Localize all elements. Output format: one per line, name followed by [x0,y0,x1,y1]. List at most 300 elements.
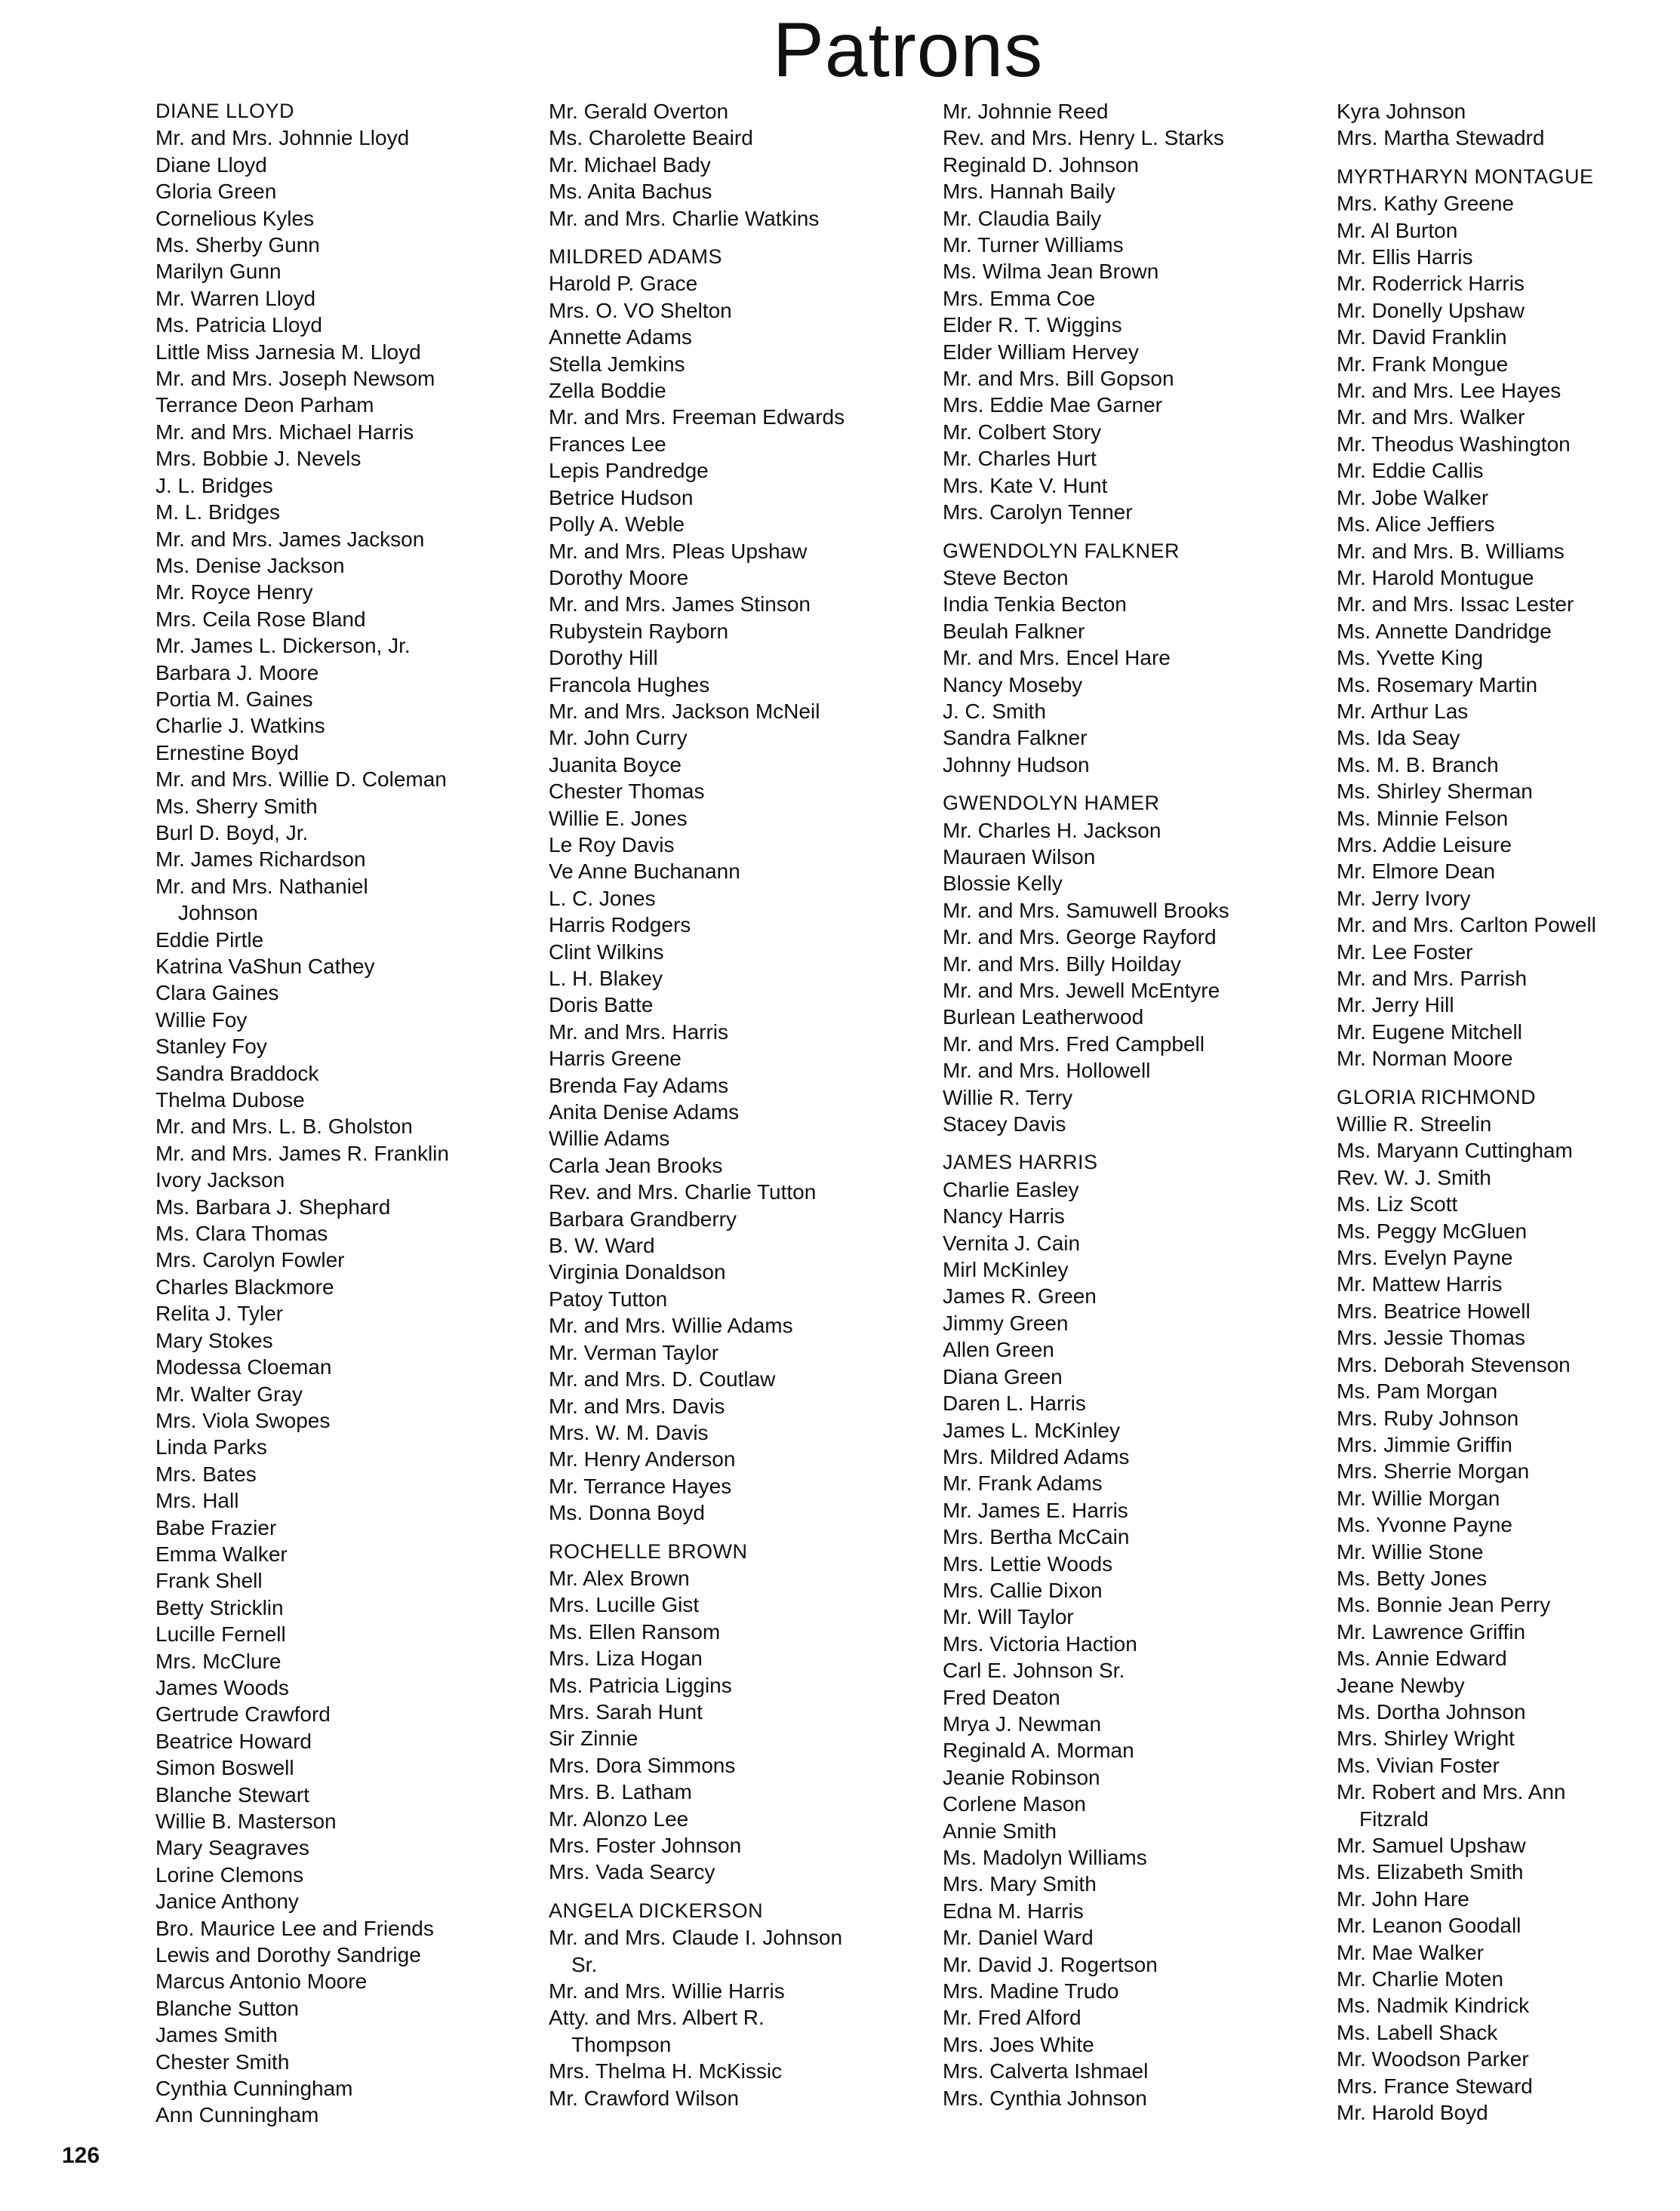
patron-name: Mr. Arthur Las [1337,699,1469,723]
patron-name: Ms. Ellen Ransom [549,1619,721,1644]
patron-name: Carl E. Johnson Sr. [943,1659,1125,1683]
patron-name: M. L. Bridges [155,500,280,524]
patron-name: Mrs. Madine Trudo [943,1979,1119,2003]
patron-name: Ms. Patricia Lloyd [155,313,322,337]
patron-column-4 [1337,98,1680,2126]
patron-name: Mrs. W. M. Davis [549,1420,709,1444]
patron-name: Ms. Betty Jones [1337,1566,1488,1590]
patron-name: Mrs. Vada Searcy [549,1860,715,1884]
patron-name: James Smith [155,2023,278,2047]
patron-name: L. H. Blakey [549,967,663,990]
sponsor-heading: MILDRED ADAMS [549,245,723,269]
patron-name: Blanche Stewart [155,1782,309,1807]
patron-name: Mr. Woodson Parker [1337,2047,1529,2071]
patron-name: Mr. Willie Morgan [1337,1486,1500,1510]
patron-name: Zella Boddie [549,379,666,403]
patron-name: Mr. Henry Anderson [549,1447,736,1471]
patron-name: Ms. Yvonne Payne [1337,1513,1512,1537]
patron-name: Elder William Hervey [943,340,1139,364]
patron-name: Mrs. Lettie Woods [943,1551,1113,1576]
patron-name: Jeanie Robinson [943,1765,1100,1789]
patron-name: Mr. Harold Boyd [1337,2101,1488,2125]
patron-name: Mr. Verman Taylor [549,1340,719,1364]
patron-name: Mrs. Sherrie Morgan [1337,1459,1530,1484]
patron-name: Mr. and Mrs. Freeman Edwards [549,405,845,429]
sponsor-heading: GWENDOLYN HAMER [943,792,1160,815]
patron-name: Mrs. Martha Stewadrd [1337,126,1545,150]
patron-name: Mrs. Thelma H. McKissic [549,2059,783,2083]
patron-name: Mrs. Eddie Mae Garner [943,393,1162,417]
patron-name: Mr. and Mrs. Pleas Upshaw [549,539,808,563]
patron-name: Atty. and Mrs. Albert R. [549,2006,765,2030]
patron-name: Ms. Charolette Beaird [549,126,753,150]
patron-name: Rubystein Rayborn [549,619,729,643]
patron-name: Mr. and Mrs. Hollowell [943,1059,1151,1083]
patron-name: Ms. Minnie Felson [1337,806,1509,830]
patron-name: L. C. Jones [549,886,656,910]
patron-name: Dorothy Moore [549,565,689,589]
patron-name: Nancy Harris [943,1204,1065,1229]
patron-name: Willie B. Masterson [155,1810,337,1833]
patron-name: Mirl McKinley [943,1258,1069,1282]
patron-name: Mr. Eugene Mitchell [1337,1019,1522,1044]
patron-name: Fred Deaton [943,1685,1060,1709]
patron-name: Emma Walker [155,1542,288,1566]
patron-name: Stella Jemkins [549,352,685,376]
patron-name: B. W. Ward [549,1234,655,1258]
patron-name: Betty Stricklin [155,1595,284,1619]
patron-name: Beulah Falkner [943,619,1085,643]
patron-name: Mr. Michael Bady [549,152,711,177]
patron-name-continuation: Fitzrald [1359,1807,1429,1831]
patron-name: Mrs. Kate V. Hunt [943,473,1108,497]
patron-name: Cornelious Kyles [155,206,315,230]
sponsor-heading: ANGELA DICKERSON [549,1899,764,1922]
patron-name: Mrs. Hannah Baily [943,180,1115,204]
patron-name: Bro. Maurice Lee and Friends [155,1916,434,1940]
patron-name: Little Miss Jarnesia M. Lloyd [155,340,421,364]
patron-name: Mr. Lee Foster [1337,939,1473,964]
patron-name: Lucille Fernell [155,1622,286,1647]
patron-name: Mr. Charlie Moten [1337,1967,1503,1991]
patron-name: Mr. and Mrs. Claude I. Johnson [549,1926,843,1950]
patron-name: Patoy Tutton [549,1287,668,1311]
patron-name: Ms. Barbara J. Shephard [155,1195,391,1219]
sponsor-heading: GLORIA RICHMOND [1337,1085,1537,1109]
patron-name: Ms. Peggy McGluen [1337,1219,1528,1243]
patron-name: Mr. Mattew Harris [1337,1272,1503,1296]
patron-name: Ms. Elizabeth Smith [1337,1860,1524,1884]
patron-name: Ms. Dortha Johnson [1337,1699,1526,1724]
patron-name: Mr. Crawford Wilson [549,2086,740,2110]
patron-name: Burlean Leatherwood [943,1005,1144,1029]
patron-name: Mr. Lawrence Griffin [1337,1619,1526,1644]
patron-name: Mr. Jerry Ivory [1337,886,1471,910]
patron-name: Mr. Willie Stone [1337,1539,1484,1564]
patron-name: Mr. and Mrs. Harris [549,1019,729,1044]
patron-name: Jimmy Green [943,1311,1069,1335]
patron-name: Mrs. Sarah Hunt [549,1699,703,1724]
patron-name: Sandra Falkner [943,726,1088,750]
patron-name: Babe Frazier [155,1515,277,1539]
patron-name: Ms. Alice Jeffiers [1337,512,1495,537]
patron-name: Marilyn Gunn [155,260,282,284]
patron-name: Mr. Ellis Harris [1337,245,1473,269]
patron-name: Mr. Fred Alford [943,2006,1082,2030]
patron-name: Ann Cunningham [155,2103,319,2127]
patron-name: Ms. M. B. Branch [1337,752,1499,776]
patron-name: Mrs. Callie Dixon [943,1578,1103,1602]
patron-column-3 [943,98,1335,2111]
patron-name: Cynthia Cunningham [155,2077,353,2101]
patron-name: Edna M. Harris [943,1899,1084,1923]
patron-name: Mrs. Mary Smith [943,1872,1097,1896]
patron-name: Linda Parks [155,1435,267,1459]
patron-name: Rev. and Mrs. Henry L. Starks [943,126,1224,150]
patron-name: Diana Green [943,1364,1063,1388]
patron-name: Mr. John Hare [1337,1887,1469,1911]
patron-name: Mr. Robert and Mrs. Ann [1337,1780,1566,1804]
patron-name: Le Roy Davis [549,832,675,856]
patron-name: Mrs. Kathy Greene [1337,192,1514,216]
patron-name: Mr. and Mrs. Parrish [1337,967,1528,990]
patron-name: Ms. Shirley Sherman [1337,780,1533,804]
patron-name: Mr. James L. Dickerson, Jr. [155,634,411,658]
patron-name: Ms. Sherby Gunn [155,233,320,257]
patron-name: Mrs. Beatrice Howell [1337,1299,1531,1323]
patron-name: Mr. and Mrs. James R. Franklin [155,1141,449,1165]
patron-name: Sir Zinnie [549,1727,638,1751]
patron-name: Ms. Liz Scott [1337,1192,1458,1216]
patron-name: Mrs. Lucille Gist [549,1593,700,1617]
patron-name: Chester Thomas [549,780,705,804]
patron-name: Clara Gaines [155,981,279,1005]
patron-name: Ms. Annie Edward [1337,1647,1507,1671]
patron-name: Burl D. Boyd, Jr. [155,820,309,844]
patron-name: Steve Becton [943,565,1069,589]
patron-name: Mr. and Mrs. Fred Campbell [943,1032,1205,1056]
patron-name: Mr. and Mrs. Issac Lester [1337,592,1574,617]
patron-name: Mr. and Mrs. Davis [549,1394,725,1418]
patron-name: Clint Wilkins [549,939,664,964]
patron-name: Mr. John Curry [549,726,688,750]
patron-name: Mr. Warren Lloyd [155,286,316,310]
patron-name: Lewis and Dorothy Sandrige [155,1943,421,1967]
patron-name: James Woods [155,1675,289,1699]
patron-name: Sandra Braddock [155,1061,319,1085]
patron-name: Mr. Leanon Goodall [1337,1914,1522,1938]
patron-name: Mr. and Mrs. Samuwell Brooks [943,898,1229,922]
page-number: 126 [62,2143,100,2168]
patron-name: Ms. Bonnie Jean Perry [1337,1593,1551,1617]
patron-name: Barbara J. Moore [155,660,319,684]
patron-name: Charlie Easley [943,1177,1079,1201]
page-title: Patrons [772,7,1044,93]
patron-name: Mary Seagraves [155,1836,309,1860]
patron-name: Frank Shell [155,1569,263,1593]
patron-name: Mrs. Cynthia Johnson [943,2086,1147,2110]
patron-name: Mrs. Dora Simmons [549,1753,736,1777]
patron-name: Mrs. Ruby Johnson [1337,1406,1519,1430]
patron-name: Willie Foy [155,1007,248,1032]
patron-name: Mrs. Carolyn Tenner [943,500,1133,524]
patron-name: Blanche Sutton [155,1996,299,2020]
patron-name: Charles Blackmore [155,1275,334,1299]
sponsor-heading: JAMES HARRIS [943,1151,1098,1174]
patron-name: Mrs. Bertha McCain [943,1525,1130,1549]
patron-name: Mrs. Addie Leisure [1337,832,1512,856]
patron-name: Daren L. Harris [943,1391,1086,1416]
patron-name: James L. McKinley [943,1418,1120,1442]
patron-name: Mary Stokes [155,1328,273,1352]
patron-name: Ms. Maryann Cuttingham [1337,1139,1573,1163]
patron-name: Mrs. Mildred Adams [943,1444,1130,1468]
patron-name: Mr. Frank Mongue [1337,352,1509,376]
patron-name: Mr. Will Taylor [943,1605,1074,1629]
patron-name: Mr. and Mrs. Willie D. Coleman [155,767,447,792]
patron-name: Simon Boswell [155,1756,294,1780]
patron-name: Chester Smith [155,2050,290,2074]
patron-name: Mrs. Ceila Rose Bland [155,607,366,631]
patron-name: Mrs. Shirley Wright [1337,1727,1515,1751]
patron-name: Mr. and Mrs. Jewell McEntyre [943,979,1220,1002]
patron-name: Lorine Clemons [155,1862,304,1887]
patron-name: Ms. Nadmik Kindrick [1337,1994,1530,2018]
patron-name: Mrya J. Newman [943,1711,1102,1736]
patron-name: Betrice Hudson [549,485,694,509]
patron-name: Mr. and Mrs. D. Coutlaw [549,1367,776,1391]
patron-name: Mr. and Mrs. B. Williams [1337,539,1565,563]
patron-name: Mr. Mae Walker [1337,1940,1484,1964]
patron-name: Diane Lloyd [155,152,267,177]
patron-name: Harris Rodgers [549,913,691,937]
patron-name: Mrs. Foster Johnson [549,1834,742,1857]
patron-name: Mr. Eddie Callis [1337,459,1484,483]
patron-name: Willie R. Terry [943,1085,1073,1109]
patron-name: Mr. Donelly Upshaw [1337,298,1525,322]
patron-name: Mauraen Wilson [943,844,1096,869]
patron-name: Mr. and Mrs. Willie Adams [549,1314,793,1338]
patron-name: Mr. and Mrs. Jackson McNeil [549,699,820,723]
patron-name: Ms. Labell Shack [1337,2020,1498,2044]
patron-name: Carla Jean Brooks [549,1153,723,1177]
patron-name: Ms. Pam Morgan [1337,1379,1498,1404]
patron-name: Lepis Pandredge [549,459,709,483]
patron-name: Ms. Ida Seay [1337,726,1460,750]
patron-name: Virginia Donaldson [549,1260,726,1284]
patron-name: Francola Hughes [549,672,710,697]
patron-name: Polly A. Weble [549,512,685,537]
patron-name: Stacey Davis [943,1112,1066,1136]
patron-name: Mrs. Jimmie Griffin [1337,1432,1512,1456]
patron-name: Mr. Roderrick Harris [1337,272,1525,296]
patron-name-continuation: Sr. [571,1952,598,1976]
patron-name: Ivory Jackson [155,1168,285,1192]
patron-name: Mr. Al Burton [1337,218,1458,242]
patron-name: Relita J. Tyler [155,1302,284,1326]
patron-name: Brenda Fay Adams [549,1073,729,1097]
patron-name: Willie E. Jones [549,806,688,830]
patron-name: Mr. Harold Montugue [1337,565,1534,589]
patron-name: Ms. Sherry Smith [155,794,318,818]
patron-name: Ms. Madolyn Williams [943,1846,1147,1869]
patron-name: Mr. and Mrs. Michael Harris [155,420,414,444]
patron-name: Johnny Hudson [943,752,1090,776]
patron-name: Mrs. Evelyn Payne [1337,1246,1513,1270]
patron-name: Willie Adams [549,1127,670,1151]
patron-name: Anita Denise Adams [549,1100,740,1124]
patron-name: Mr. Alex Brown [549,1566,690,1590]
patron-name: Mr. Charles Hurt [943,447,1097,471]
patron-name: Mrs. Bobbie J. Nevels [155,447,362,471]
patron-name: Mr. Walter Gray [155,1382,303,1406]
patron-name: Marcus Antonio Moore [155,1970,368,1994]
patron-name: Janice Anthony [155,1890,299,1914]
patron-name: Dorothy Hill [549,646,658,670]
patron-name: India Tenkia Becton [943,592,1127,617]
patron-name: Vernita J. Cain [943,1231,1081,1255]
patron-name: Ve Anne Buchanann [549,859,740,884]
sponsor-heading: ROCHELLE BROWN [549,1539,748,1563]
patron-name: Mr. Johnnie Reed [943,100,1109,123]
patron-name: Mr. Norman Moore [1337,1047,1513,1071]
patron-name: Katrina VaShun Cathey [155,955,375,978]
patron-name: Mr. and Mrs. Bill Gopson [943,367,1174,391]
patron-name: Mr. and Mrs. George Rayford [943,925,1217,949]
patron-name: Juanita Boyce [549,752,682,776]
patron-name: Rev. and Mrs. Charlie Tutton [549,1180,817,1204]
patron-name: Mr. Theodus Washington [1337,432,1571,456]
patron-name: Mrs. Calverta Ishmael [943,2059,1149,2083]
patron-name: Mrs. Hall [155,1489,239,1513]
patron-name: Mr. David J. Rogertson [943,1952,1158,1976]
patron-name: Mr. and Mrs. Charlie Watkins [549,206,820,230]
patron-name: J. C. Smith [943,699,1046,723]
patron-column-2 [549,98,941,2111]
patron-name: Mr. Terrance Hayes [549,1474,732,1498]
patron-name: Mr. Daniel Ward [943,1926,1094,1950]
patron-name: Reginald A. Morman [943,1739,1134,1763]
patron-name: Mrs. Emma Coe [943,286,1096,310]
patron-name: Eddie Pirtle [155,927,264,952]
patron-name: Mrs. Deborah Stevenson [1337,1352,1571,1376]
patron-name: Mr. and Mrs. Walker [1337,405,1525,429]
patron-name: Charlie J. Watkins [155,714,325,738]
patron-name: Mrs. Victoria Haction [943,1631,1137,1656]
patron-name: Frances Lee [549,432,666,456]
patron-name: Mr. and Mrs. James Jackson [155,527,425,551]
patron-name: Mrs. Bates [155,1462,257,1486]
patron-name: Rev. W. J. Smith [1337,1165,1491,1189]
sponsor-heading: MYRTHARYN MONTAGUE [1337,165,1594,188]
patron-name: Mr. and Mrs. Nathaniel [155,874,368,898]
patron-name: Mr. and Mrs. Billy Hoilday [943,952,1181,976]
patron-name: Willie R. Streelin [1337,1112,1492,1136]
patron-column-1 [155,98,548,2129]
patron-name: Ms. Patricia Liggins [549,1673,732,1697]
patron-name: Mr. Claudia Baily [943,206,1102,230]
patron-name: Ms. Donna Boyd [549,1501,705,1525]
patron-name: Doris Batte [549,993,654,1017]
patron-name: Ms. Rosemary Martin [1337,672,1538,697]
patron-name: Barbara Grandberry [549,1207,737,1231]
patron-name: Mr. Samuel Upshaw [1337,1834,1526,1857]
patron-name: Mr. and Mrs. Encel Hare [943,646,1171,670]
sponsor-heading: DIANE LLOYD [155,100,295,122]
sponsor-heading: GWENDOLYN FALKNER [943,539,1180,562]
patron-name: Mr. and Mrs. Willie Harris [549,1979,785,2003]
patron-name: Harris Greene [549,1047,682,1071]
patron-name: Reginald D. Johnson [943,152,1139,177]
patron-name: Mr. David Franklin [1337,325,1507,349]
patron-name: Annie Smith [943,1819,1057,1843]
patron-name-continuation: Johnson [178,901,258,925]
patron-name: Jeane Newby [1337,1673,1465,1697]
patron-name: Ms. Anita Bachus [549,180,712,204]
patron-name: Blossie Kelly [943,872,1063,896]
patron-name: Mr. Charles H. Jackson [943,818,1162,842]
patron-name: Ms. Annette Dandridge [1337,619,1552,643]
patron-name: Modessa Cloeman [155,1355,332,1379]
patron-name: Mr. Elmore Dean [1337,859,1496,884]
patron-name: Ms. Vivian Foster [1337,1753,1500,1777]
patron-name: Mrs. McClure [155,1649,282,1673]
patron-name: Nancy Moseby [943,672,1083,697]
patron-name: Allen Green [943,1338,1054,1362]
patron-name: Mr. and Mrs. James Stinson [549,592,811,617]
patron-name: Stanley Foy [155,1035,267,1059]
patron-name: Ms. Yvette King [1337,646,1484,670]
patron-name: Mr. and Mrs. Carlton Powell [1337,913,1596,937]
patron-name: Harold P. Grace [549,272,698,296]
patron-name: Ernestine Boyd [155,740,299,764]
patron-name: Mr. Alonzo Lee [549,1807,689,1831]
patron-name: Ms. Denise Jackson [155,553,345,577]
patron-name: Mr. and Mrs. Johnnie Lloyd [155,126,410,150]
patron-name: Beatrice Howard [155,1729,312,1753]
patron-name: Annette Adams [549,325,692,349]
patron-name: J. L. Bridges [155,473,273,497]
patron-name: Kyra Johnson [1337,100,1466,123]
patron-name: Terrance Deon Parham [155,393,374,417]
patron-name: Elder R. T. Wiggins [943,313,1122,337]
patron-name: Mr. Royce Henry [155,580,313,604]
patron-name: Corlene Mason [943,1792,1086,1816]
patron-name: Mr. and Mrs. Lee Hayes [1337,379,1562,403]
patron-name: James R. Green [943,1284,1097,1308]
patron-name: Mr. Colbert Story [943,420,1102,444]
patron-name: Mrs. B. Latham [549,1780,692,1804]
patron-name: Mrs. Viola Swopes [155,1408,331,1432]
patron-name: Mr. Gerald Overton [549,100,729,123]
patron-name: Mrs. Liza Hogan [549,1647,703,1671]
patron-name: Mr. Turner Williams [943,233,1124,257]
patron-name: Ms. Wilma Jean Brown [943,260,1159,284]
patron-name: Mr. and Mrs. Joseph Newsom [155,367,435,391]
patron-name-continuation: Thompson [571,2032,672,2056]
patron-name: Mrs. Joes White [943,2032,1094,2056]
patron-name: Mr. James Richardson [155,847,366,872]
patron-name: Portia M. Gaines [155,687,313,711]
patron-name: Mr. Jerry Hill [1337,993,1454,1017]
patron-name: Gloria Green [155,180,277,204]
patron-name: Gertrude Crawford [155,1702,331,1727]
patron-name: Mrs. O. VO Shelton [549,298,732,322]
patron-name: Ms. Clara Thomas [155,1222,328,1246]
patron-name: Mrs. France Steward [1337,2074,1533,2098]
patron-name: Thelma Dubose [155,1088,305,1112]
patron-name: Mrs. Jessie Thomas [1337,1326,1525,1350]
